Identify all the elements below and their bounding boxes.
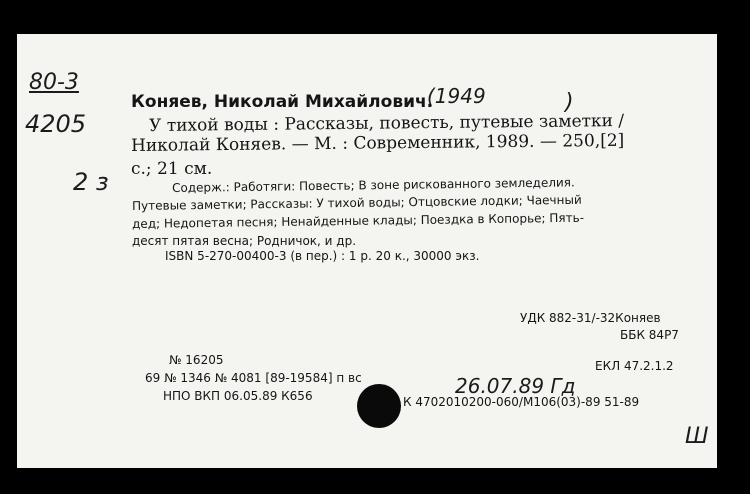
contents-line-3: дед; Недопетая песня; Ненайденные клады; Поездка в Копорье; Пять- — [131, 210, 585, 231]
isbn-line: ISBN 5-270-00400-3 (в пер.) : 1 р. 20 к., 30000 экз. — [165, 249, 480, 263]
title-line-3: с.; 21 см. — [131, 159, 213, 179]
ekl-code: ЕКЛ 47.2.1.2 — [595, 359, 674, 373]
handwritten-date: 26.07.89 Гд — [455, 374, 576, 398]
catalog-card — [17, 34, 717, 468]
contents-line-1: Содерж.: Работяги: Повесть; В зоне рискованного земледелия. — [171, 175, 575, 195]
publisher-line: НПО ВКП 06.05.89 К656 — [163, 389, 313, 403]
order-line: 69 № 1346 № 4081 [89-19584] п вс — [145, 371, 362, 385]
handwritten-shelf-top: 80-3 — [29, 70, 79, 95]
handwritten-shelf-bottom: 4205 — [25, 110, 87, 138]
contents-line-2: Путевые заметки; Рассказы: У тихой воды; Отцовские лодки; Чаечный — [131, 192, 582, 213]
handwritten-initials: Ш — [685, 424, 709, 449]
bbk-code: ББК 84Р7 — [620, 328, 679, 342]
punched-hole — [357, 384, 401, 428]
udk-code: УДК 882-31/-32Коняев — [520, 311, 661, 325]
title-line-1: У тихой воды : Рассказы, повесть, путевые заметки / — [148, 111, 625, 136]
card-number: № 16205 — [169, 353, 224, 367]
title-line-2: Николай Коняев. — М. : Современник, 1989. — 250,[2] — [130, 130, 625, 156]
handwritten-copies: 2 з — [73, 168, 109, 196]
handwritten-year-close: ) — [565, 90, 574, 115]
code-line: К 4702010200-060/М106(03)-89 51-89 — [403, 395, 640, 409]
author-heading: Коняев, Николай Михайлович. — [131, 92, 434, 112]
contents-line-4: десят пятая весна; Родничок, и др. — [132, 234, 357, 248]
handwritten-year: (1949 — [427, 84, 486, 108]
